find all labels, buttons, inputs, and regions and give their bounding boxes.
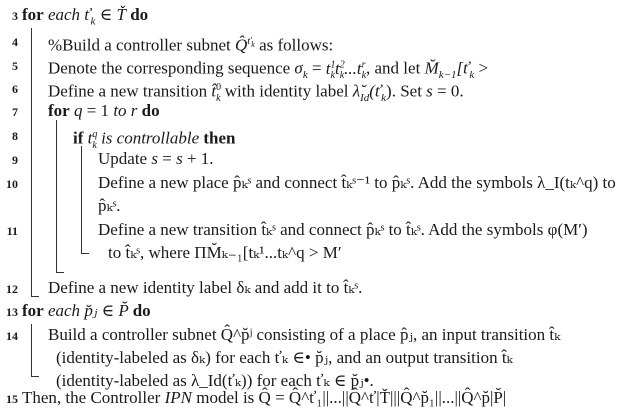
algo-line-15	[22, 388, 506, 408]
scope-bar-end	[31, 296, 39, 297]
math: ∈	[95, 5, 117, 24]
math: t̂	[211, 81, 217, 101]
math-sub: k−1	[438, 69, 457, 82]
text: Denote the corresponding sequence	[48, 58, 295, 78]
math-sup: q	[92, 129, 98, 140]
math-sub: Id	[360, 92, 370, 105]
math: (ť	[369, 81, 382, 101]
math: ť	[84, 5, 91, 24]
scope-bar-for-p	[31, 324, 32, 376]
keyword-to: to	[113, 101, 127, 120]
line-number: 9	[12, 153, 18, 167]
math: [ť	[456, 58, 470, 78]
math: Q̂	[234, 35, 248, 55]
math-sub: k	[92, 140, 97, 152]
math-sub: k	[469, 69, 475, 82]
math: $t^1_kt^2_k...t^r_k$	[325, 58, 367, 82]
math: σ	[294, 58, 303, 78]
keyword-for: for	[48, 101, 70, 120]
text: with identity label	[220, 81, 353, 101]
math: IPN	[164, 388, 192, 407]
keyword-do: do	[130, 5, 149, 24]
math: =	[157, 149, 177, 168]
math: >	[474, 58, 489, 78]
math: q	[73, 101, 83, 120]
line-number: 12	[6, 282, 18, 296]
line-number: 7	[12, 105, 18, 119]
math-sub: k	[216, 93, 221, 105]
algo-line-11: Define a new transition t̂ₖˢ and connect p̂ₖˢ to t̂ₖˢ. Add the symbols φ(M′)	[98, 220, 588, 239]
keyword-then: then	[203, 128, 236, 148]
scope-bar-if	[81, 146, 82, 253]
keyword-for: for	[22, 5, 44, 24]
math: =	[307, 58, 326, 78]
text: Then, the Controller	[22, 388, 165, 407]
math: + 1.	[182, 149, 214, 168]
line-number: 14	[6, 329, 18, 343]
line-number: 11	[6, 224, 18, 238]
line-number: 13	[6, 305, 18, 319]
math-sup	[247, 35, 255, 50]
text: ). Set	[386, 81, 427, 101]
math-sup: 0	[216, 82, 222, 93]
algo-line-14-cont1: (identity-labeled as δₖ) for each ťₖ ∈• p̆ⱼ, and an output transition t̂ₖ	[56, 348, 513, 367]
line-number: 3	[12, 9, 18, 23]
scope-bar-end	[81, 253, 89, 254]
math: s	[176, 149, 183, 168]
math-sub: k	[251, 40, 255, 50]
math: λ̆	[352, 81, 361, 101]
math-sub: k	[302, 69, 308, 82]
math-sub: k	[381, 92, 387, 105]
algo-line-14-cont2: (identity-labeled as λ_Id(ťₖ)) for each ťₖ ∈ p̆ⱼ•.	[56, 371, 374, 390]
math: Ť	[116, 5, 126, 24]
text: Define a new transition	[48, 81, 212, 101]
math-sub: k	[90, 15, 96, 28]
algo-line-10-cont: p̂ₖˢ.	[98, 196, 121, 215]
math: p̆ⱼ ∈ P̆	[80, 301, 133, 320]
algo-line-4	[48, 31, 333, 56]
math: s	[426, 81, 433, 101]
keyword-for: for	[22, 301, 44, 320]
scope-bar-end	[56, 272, 64, 273]
algo-line-13	[22, 301, 151, 321]
scope-bar-for-q	[56, 120, 57, 272]
algo-line-10: Define a new place p̂ₖˢ and connect t̂ₖˢ⁻¹ to p̂ₖˢ. Add the symbols λ_I(tₖ^q) to	[98, 173, 616, 192]
math: t	[87, 128, 93, 148]
math: r	[126, 101, 142, 120]
text: as follows:	[254, 35, 334, 55]
math: = 1	[82, 101, 114, 120]
text: Update	[98, 149, 152, 168]
algo-line-9	[98, 149, 214, 169]
algo-line-14: Build a controller subnet Q̂^p̆ʲ consisting of a place p̂ⱼ, an input transition t̂ₖ	[48, 325, 561, 344]
line-number: 15	[6, 392, 18, 406]
text: %Build a controller subnet	[48, 35, 235, 55]
line-number: 10	[6, 177, 18, 191]
keyword-if: if	[73, 128, 84, 148]
keyword-each: each	[47, 301, 81, 320]
text: model is Q̂ = Q̂^ť₁||...||Q̂^ť|Ť|||Q̂^p̆₁||...||Q̂^p̆|P̆|	[191, 388, 507, 407]
keyword-each: each	[47, 5, 81, 24]
algo-line-7	[48, 101, 160, 121]
math: s	[151, 149, 158, 168]
algo-line-11-cont: to t̂ₖˢ, where ΠM̆ₖ₋₁[tₖ¹...tₖ^q > M′	[108, 243, 342, 262]
math: M̆	[424, 58, 439, 78]
scope-bar-end	[31, 376, 39, 377]
line-number: 4	[12, 35, 18, 49]
text: , and let	[366, 58, 425, 78]
algo-line-12: Define a new identity label δₖ and add it to t̂ₖˢ.	[48, 278, 363, 297]
keyword-do: do	[132, 301, 151, 320]
scope-bar-for-outer	[31, 28, 32, 296]
line-number: 6	[12, 82, 18, 96]
condition-text: is controllable	[96, 128, 204, 148]
line-number: 8	[12, 129, 18, 143]
line-number: 5	[12, 59, 18, 73]
algo-line-3	[22, 5, 148, 31]
text: = 0.	[432, 81, 464, 101]
math: ť	[247, 35, 252, 47]
keyword-do: do	[141, 101, 160, 120]
